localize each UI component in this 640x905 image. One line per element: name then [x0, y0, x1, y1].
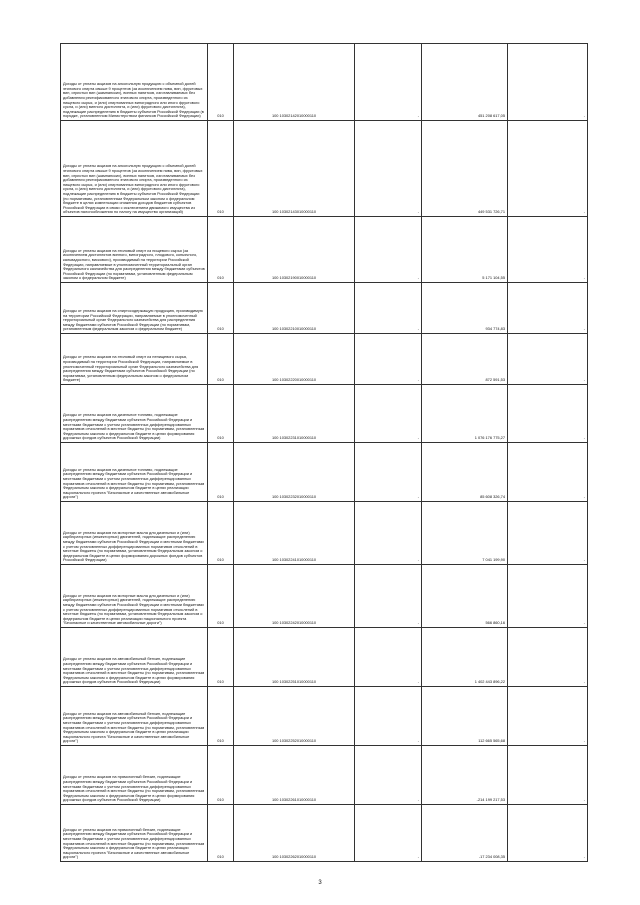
- approved-plan-cell: -: [355, 443, 422, 502]
- executed-amount-cell: 566 860,16: [422, 565, 508, 628]
- income-name-cell: [61, 334, 208, 385]
- budget-classification-code-cell: 100 10302220010000110: [234, 334, 355, 385]
- executed-amount-cell: -214 199 217,53: [422, 746, 508, 805]
- revenue-table-body: [61, 44, 588, 862]
- executed-amount-cell: 5 171 104,55: [422, 217, 508, 283]
- line-code-cell: 010: [208, 746, 234, 805]
- line-code-cell: 010: [208, 805, 234, 862]
- income-name: Доходы от уплаты акцизов на прямогонный бензин, подлежащие распределению между бюджетами субъектов Российской Федерации и местными бюджетами с учетом установленных дифференцированных нормативов отчислений в местные бюджеты (по нормативам, установленным Федеральным законом о федеральном бюджете в целях формирования дорожных фондов субъектов Российской Федерации): [63, 774, 205, 803]
- unexecuted-amount-cell: -: [508, 443, 588, 502]
- table-row: [61, 805, 588, 862]
- income-name: Доходы от уплаты акцизов на моторные масла для дизельных и (или) карбюраторных (инжекторных) двигателей, подлежащие распределению между бюджетами субъектов Российской Федерации и местными бюджетами с учетом установленных дифференцированных нормативов отчислений в местные бюджеты (по нормативам, установленным Федеральным законом о федеральном бюджете в целях реализации национального проекта "Безопасные и качественные автомобильные дороги"): [63, 592, 204, 626]
- unexecuted-amount-cell: -: [508, 283, 588, 334]
- income-name-cell: [61, 443, 208, 502]
- approved-plan-cell: -: [355, 283, 422, 334]
- budget-classification-code-cell: 100 10302262010000110: [234, 805, 355, 862]
- approved-plan-cell: -: [355, 565, 422, 628]
- executed-amount-cell: 449 531 726,71: [422, 121, 508, 217]
- income-name: Доходы от уплаты акцизов на спиртосодержащую продукцию, производимую на территории Российской Федерации, направляемые в уполномоченный территориальный орган Федерального казначейства для распределения между бюджетами субъектов Российской Федерации (по нормативам, установленным федеральным законом о федеральном бюджете): [63, 308, 203, 332]
- income-name: Доходы от уплаты акцизов на дизельное топливо, подлежащие распределению между бюджетами субъектов Российской Федерации и местными бюджетами с учетом установленных дифференцированных нормативов отчислений в местные бюджеты (по нормативам, установленным Федеральным законом о федеральном бюджете в целях формирования дорожных фондов субъектов Российской Федерации): [63, 412, 205, 441]
- unexecuted-amount-cell: -: [508, 334, 588, 385]
- income-name: Доходы от уплаты акцизов на алкогольную продукцию с объемной долей этилового спирта свыше 9 процентов (за исключением пива, вин, фруктовых вин, игристых вин (шампанских), винных напитков, изготавливаемых без добавления ректификованного этилового спирта, произведенного из пищевого сырья, и (или) спиртованных виноградного или иного фруктового сусла, и (или) винного дистиллята, и (или) фруктового дистиллята), подлежащие распределению в бюджеты субъектов Российской Федерации (в порядке, установленном Министерством финансов Российской Федерации): [63, 81, 204, 119]
- income-name: Доходы от уплаты акцизов на алкогольную продукцию с объемной долей этилового спирта свыше 9 процентов (за исключением пива, вин, фруктовых вин, игристых вин (шампанских), винных напитков, изготавливаемых без добавления ректификованного этилового спирта, произведенного из пищевого сырья, и (или) спиртованных виноградного или иного фруктового сусла, и (или) винного дистиллята, и (или) фруктового дистиллята), подлежащие распределению в бюджеты субъектов Российской Федерации (по нормативам, установленным Федеральным законом о федеральном бюджете в целях компенсации снижения доходов бюджетов субъектов Российской Федерации в связи с исключением движимого имущества из объектов налогообложения по налогу на имущество организаций): [63, 163, 203, 215]
- executed-amount-cell: -17 234 008,35: [422, 805, 508, 862]
- table-row: [61, 746, 588, 805]
- table-row: [61, 502, 588, 565]
- executed-amount-cell: 7 041 199,90: [422, 502, 508, 565]
- income-name: Доходы от уплаты акцизов на автомобильный бензин, подлежащие распределению между бюджетами субъектов Российской Федерации и местными бюджетами с учетом установленных дифференцированных нормативов отчислений в местные бюджеты (по нормативам, установленным Федеральным законом о федеральном бюджете в целях реализации национального проекта "Безопасные и качественные автомобильные дороги"): [63, 710, 205, 744]
- table-row: [61, 687, 588, 746]
- line-code-cell: 010: [208, 121, 234, 217]
- income-name-cell: [61, 44, 208, 121]
- income-name-cell: [61, 217, 208, 283]
- table-row: [61, 443, 588, 502]
- executed-amount-cell: 85 608 326,74: [422, 443, 508, 502]
- budget-classification-code-cell: 100 10302261010000110: [234, 746, 355, 805]
- income-name-cell: [61, 746, 208, 805]
- budget-classification-code-cell: 100 10302241010000110: [234, 502, 355, 565]
- executed-amount-cell: 112 665 565,68: [422, 687, 508, 746]
- line-code-cell: 010: [208, 44, 234, 121]
- approved-plan-cell: -: [355, 121, 422, 217]
- executed-amount-cell: 934 774,83: [422, 283, 508, 334]
- budget-classification-code-cell: 100 10302252010000110: [234, 687, 355, 746]
- budget-classification-code-cell: 100 10302242010000110: [234, 565, 355, 628]
- approved-plan-cell: -: [355, 217, 422, 283]
- income-name-cell: [61, 805, 208, 862]
- line-code-cell: 010: [208, 283, 234, 334]
- approved-plan-cell: -: [355, 687, 422, 746]
- line-code-cell: 010: [208, 565, 234, 628]
- income-name: Доходы от уплаты акцизов на этиловый спирт из непищевого сырья, производимый на территории Российской Федерации, направляемые в уполномоченный территориальный орган Федерального казначейства для распределения между бюджетами субъектов Российской Федерации (по нормативам, установленным федеральным законом о федеральном бюджете): [63, 354, 199, 383]
- approved-plan-cell: -: [355, 746, 422, 805]
- line-code-cell: 010: [208, 502, 234, 565]
- budget-classification-code-cell: 100 10302210010000110: [234, 283, 355, 334]
- approved-plan-cell: -: [355, 334, 422, 385]
- income-name-cell: [61, 121, 208, 217]
- table-row: [61, 334, 588, 385]
- executed-amount-cell: 872 591,53: [422, 334, 508, 385]
- approved-plan-cell: -: [355, 385, 422, 443]
- approved-plan-cell: -: [355, 805, 422, 862]
- table-row: [61, 565, 588, 628]
- line-code-cell: 010: [208, 334, 234, 385]
- approved-plan-cell: -: [355, 44, 422, 121]
- income-name-cell: [61, 628, 208, 687]
- table-row: [61, 44, 588, 121]
- table-row: [61, 283, 588, 334]
- unexecuted-amount-cell: -: [508, 805, 588, 862]
- income-name-cell: [61, 687, 208, 746]
- unexecuted-amount-cell: -: [508, 687, 588, 746]
- budget-classification-code-cell: 100 10302251010000110: [234, 628, 355, 687]
- unexecuted-amount-cell: -: [508, 385, 588, 443]
- revenue-table: [60, 43, 588, 862]
- income-name: Доходы от уплаты акцизов на автомобильный бензин, подлежащие распределению между бюджетами субъектов Российской Федерации и местными бюджетами с учетом установленных дифференцированных нормативов отчислений в местные бюджеты (по нормативам, установленным Федеральным законом о федеральном бюджете в целях формирования дорожных фондов субъектов Российской Федерации): [63, 656, 205, 685]
- unexecuted-amount-cell: -: [508, 217, 588, 283]
- table-row: [61, 385, 588, 443]
- budget-classification-code-cell: 100 10302190010000110: [234, 217, 355, 283]
- unexecuted-amount-cell: -: [508, 44, 588, 121]
- budget-classification-code-cell: 100 10302142010000110: [234, 44, 355, 121]
- report-sheet: [60, 43, 588, 862]
- executed-amount-cell: 1 076 176 775,27: [422, 385, 508, 443]
- line-code-cell: 010: [208, 687, 234, 746]
- line-code-cell: 010: [208, 217, 234, 283]
- income-name-cell: [61, 565, 208, 628]
- table-row: [61, 217, 588, 283]
- line-code-cell: 010: [208, 443, 234, 502]
- income-name-cell: [61, 502, 208, 565]
- unexecuted-amount-cell: -: [508, 502, 588, 565]
- approved-plan-cell: -: [355, 502, 422, 565]
- table-row: [61, 121, 588, 217]
- income-name: Доходы от уплаты акцизов на моторные масла для дизельных и (или) карбюраторных (инжекторных) двигателей, подлежащие распределению между бюджетами субъектов Российской Федерации и местными бюджетами с учетом установленных дифференцированных нормативов отчислений в местные бюджеты (по нормативам, установленным Федеральным законом о федеральном бюджете в целях формирования дорожных фондов субъектов Российской Федерации): [63, 529, 204, 563]
- unexecuted-amount-cell: -: [508, 746, 588, 805]
- table-row: [61, 628, 588, 687]
- income-name: Доходы от уплаты акцизов на дизельное топливо, подлежащие распределению между бюджетами субъектов Российской Федерации и местными бюджетами с учетом установленных дифференцированных нормативов отчислений в местные бюджеты (по нормативам, установленным Федеральным законом о федеральном бюджете в целях реализации национального проекта "Безопасные и качественные автомобильные дороги"): [63, 466, 205, 500]
- income-name: Доходы от уплаты акцизов на прямогонный бензин, подлежащие распределению между бюджетами субъектов Российской Федерации и местными бюджетами с учетом установленных дифференцированных нормативов отчислений в местные бюджеты (по нормативам, установленным Федеральным законом о федеральном бюджете в целях реализации национального проекта "Безопасные и качественные автомобильные дороги"): [63, 826, 205, 860]
- unexecuted-amount-cell: -: [508, 628, 588, 687]
- budget-classification-code-cell: 100 10302231010000110: [234, 385, 355, 443]
- line-code-cell: 010: [208, 385, 234, 443]
- income-name-cell: [61, 283, 208, 334]
- budget-classification-code-cell: 100 10302232010000110: [234, 443, 355, 502]
- page-number: 3: [318, 880, 322, 886]
- income-name: Доходы от уплаты акцизов на этиловый спирт из пищевого сырья (за исключением дистиллятов винного, виноградного, плодового, коньячного, кальвадосного, вискового), производимый на территории Российской Федерации, направляемые в уполномоченный территориальный орган Федерального казначейства для распределения между бюджетами субъектов Российской Федерации (по нормативам, установленным федеральным законом о федеральном бюджете): [63, 247, 205, 281]
- income-name-cell: [61, 385, 208, 443]
- executed-amount-cell: 1 402 443 896,22: [422, 628, 508, 687]
- unexecuted-amount-cell: -: [508, 121, 588, 217]
- unexecuted-amount-cell: -: [508, 565, 588, 628]
- executed-amount-cell: 451 208 617,05: [422, 44, 508, 121]
- approved-plan-cell: -: [355, 628, 422, 687]
- budget-classification-code-cell: 100 10302143010000110: [234, 121, 355, 217]
- line-code-cell: 010: [208, 628, 234, 687]
